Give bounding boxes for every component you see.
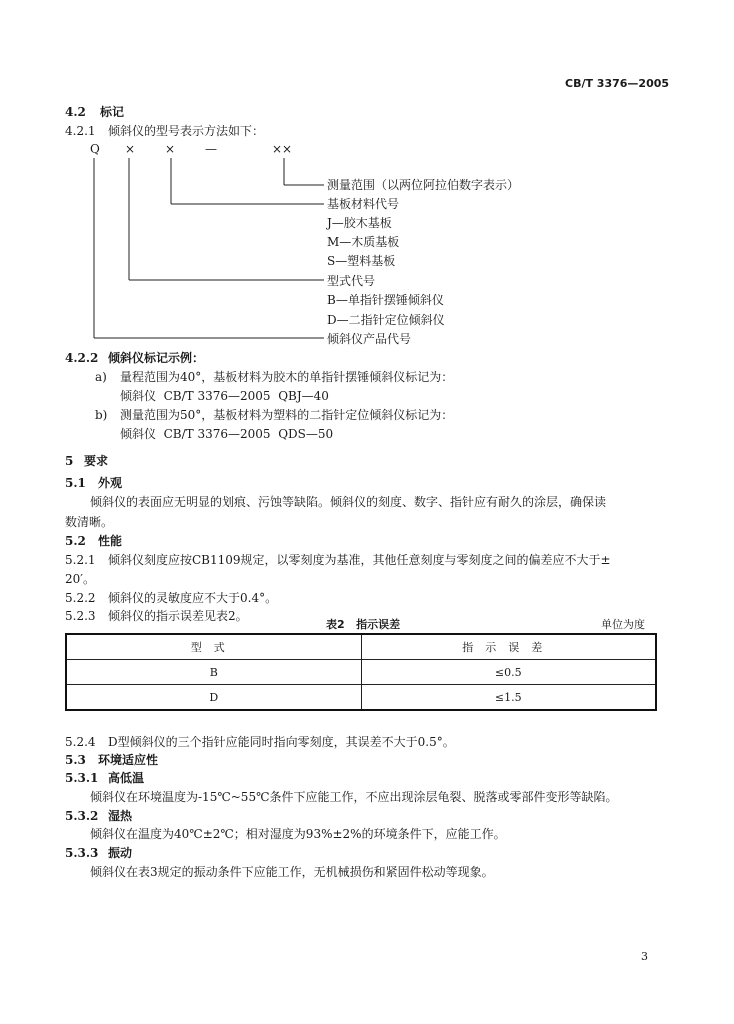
example-a-mark: 倾斜仪 CB/T 3376—2005 QBJ—40 — [120, 389, 329, 403]
section-5-2-number: 5.2 — [65, 534, 86, 548]
section-4-2-2-number: 4.2.2 — [65, 351, 99, 365]
model-code-q: Q — [90, 142, 100, 156]
model-code-dash: — — [205, 142, 217, 156]
section-5-1-title: 外观 — [98, 476, 123, 490]
section-5-2-3-number: 5.2.3 — [65, 609, 96, 623]
section-5-1-number: 5.1 — [65, 476, 86, 490]
section-5-3-1-number: 5.3.1 — [65, 771, 99, 785]
section-5-2-title: 性能 — [98, 534, 123, 548]
model-code-bracket-diagram — [86, 140, 366, 350]
legend-substrate-code: 基板材料代号 — [327, 197, 400, 211]
table-2-title: 表2 指示误差 — [326, 618, 401, 631]
standard-code-header: CB/T 3376—2005 — [565, 77, 670, 90]
table-cell-type: D — [66, 685, 361, 711]
section-5-3-2-text: 倾斜仪在温度为40℃±2℃；相对湿度为93%±2%的环境条件下，应能工作。 — [90, 827, 506, 841]
table-cell-error: ≤1.5 — [361, 685, 656, 711]
section-5-2-3-text: 倾斜仪的指示误差见表2。 — [108, 609, 248, 623]
table-row — [66, 660, 656, 685]
table-2-unit: 单位为度 — [601, 618, 645, 631]
table-cell-type: B — [66, 660, 361, 685]
section-5-2-1-text-line1: 倾斜仪刻度应按CB1109规定，以零刻度为基准，其他任意刻度与零刻度之间的偏差应不大于± — [108, 553, 611, 567]
legend-type-b: B—单指针摆锤倾斜仪 — [327, 293, 444, 307]
example-b-label: b) — [95, 408, 108, 422]
model-code-xx: ×× — [272, 142, 293, 156]
section-5-number: 5 — [65, 454, 74, 468]
section-5-2-2-number: 5.2.2 — [65, 591, 96, 605]
model-code-x1: × — [125, 142, 136, 156]
section-5-3-3-title: 振动 — [108, 846, 133, 860]
legend-substrate-j: J—胶木基板 — [327, 216, 392, 230]
model-code-x2: × — [165, 142, 176, 156]
section-5-2-2-text: 倾斜仪的灵敏度应不大于0.4°。 — [108, 591, 278, 605]
table-header-row — [66, 634, 656, 660]
section-4-2-1-text: 倾斜仪的型号表示方法如下： — [108, 124, 265, 138]
section-5-3-2-title: 湿热 — [108, 809, 133, 823]
section-5-1-text-line2: 数清晰。 — [65, 515, 114, 529]
example-b-mark: 倾斜仪 CB/T 3376—2005 QDS—50 — [120, 427, 334, 441]
section-5-2-4-text: D型倾斜仪的三个指针应能同时指向零刻度，其误差不大于0.5°。 — [108, 735, 455, 749]
table-header-type: 型式 — [66, 634, 361, 660]
section-4-2-1-number: 4.2.1 — [65, 124, 96, 138]
example-a-label: a) — [95, 370, 107, 384]
legend-type-d: D—二指针定位倾斜仪 — [327, 313, 445, 327]
section-5-3-1-text: 倾斜仪在环境温度为-15℃~55℃条件下应能工作，不应出现涂层龟裂、脱落或零部件变形等缺陷。 — [90, 790, 618, 804]
table-header-error: 指示误差 — [361, 634, 656, 660]
section-4-2-2-title: 倾斜仪标记示例： — [108, 351, 205, 365]
section-5-3-1-title: 高低温 — [108, 771, 145, 785]
example-a-description: 量程范围为40°，基板材料为胶木的单指针摆锤倾斜仪标记为： — [120, 370, 454, 384]
section-5-3-3-number: 5.3.3 — [65, 846, 99, 860]
legend-measuring-range: 测量范围（以两位阿拉伯数字表示） — [327, 178, 520, 192]
section-5-3-number: 5.3 — [65, 753, 86, 767]
table-row — [66, 685, 656, 711]
section-4-2-number: 4.2 — [65, 105, 86, 119]
legend-product-code: 倾斜仪产品代号 — [327, 332, 412, 346]
section-4-2-title: 标记 — [100, 105, 125, 119]
legend-substrate-m: M—木质基板 — [327, 235, 400, 249]
section-5-2-1-text-line2: 20′。 — [65, 572, 95, 586]
section-5-3-3-text: 倾斜仪在表3规定的振动条件下应能工作，无机械损伤和紧固件松动等现象。 — [90, 865, 494, 879]
table-2 — [65, 633, 657, 711]
section-5-3-2-number: 5.3.2 — [65, 809, 99, 823]
section-5-3-title: 环境适应性 — [98, 753, 159, 767]
table-cell-error: ≤0.5 — [361, 660, 656, 685]
legend-type-code: 型式代号 — [327, 274, 376, 288]
section-5-2-1-number: 5.2.1 — [65, 553, 96, 567]
example-b-description: 测量范围为50°，基板材料为塑料的二指针定位倾斜仪标记为： — [120, 408, 454, 422]
section-5-1-text-line1: 倾斜仪的表面应无明显的划痕、污蚀等缺陷。倾斜仪的刻度、数字、指针应有耐久的涂层，确保读 — [90, 495, 607, 509]
section-5-2-4-number: 5.2.4 — [65, 735, 96, 749]
section-5-title: 要求 — [84, 454, 109, 468]
legend-substrate-s: S—塑料基板 — [327, 254, 396, 268]
page-number: 3 — [641, 950, 648, 963]
